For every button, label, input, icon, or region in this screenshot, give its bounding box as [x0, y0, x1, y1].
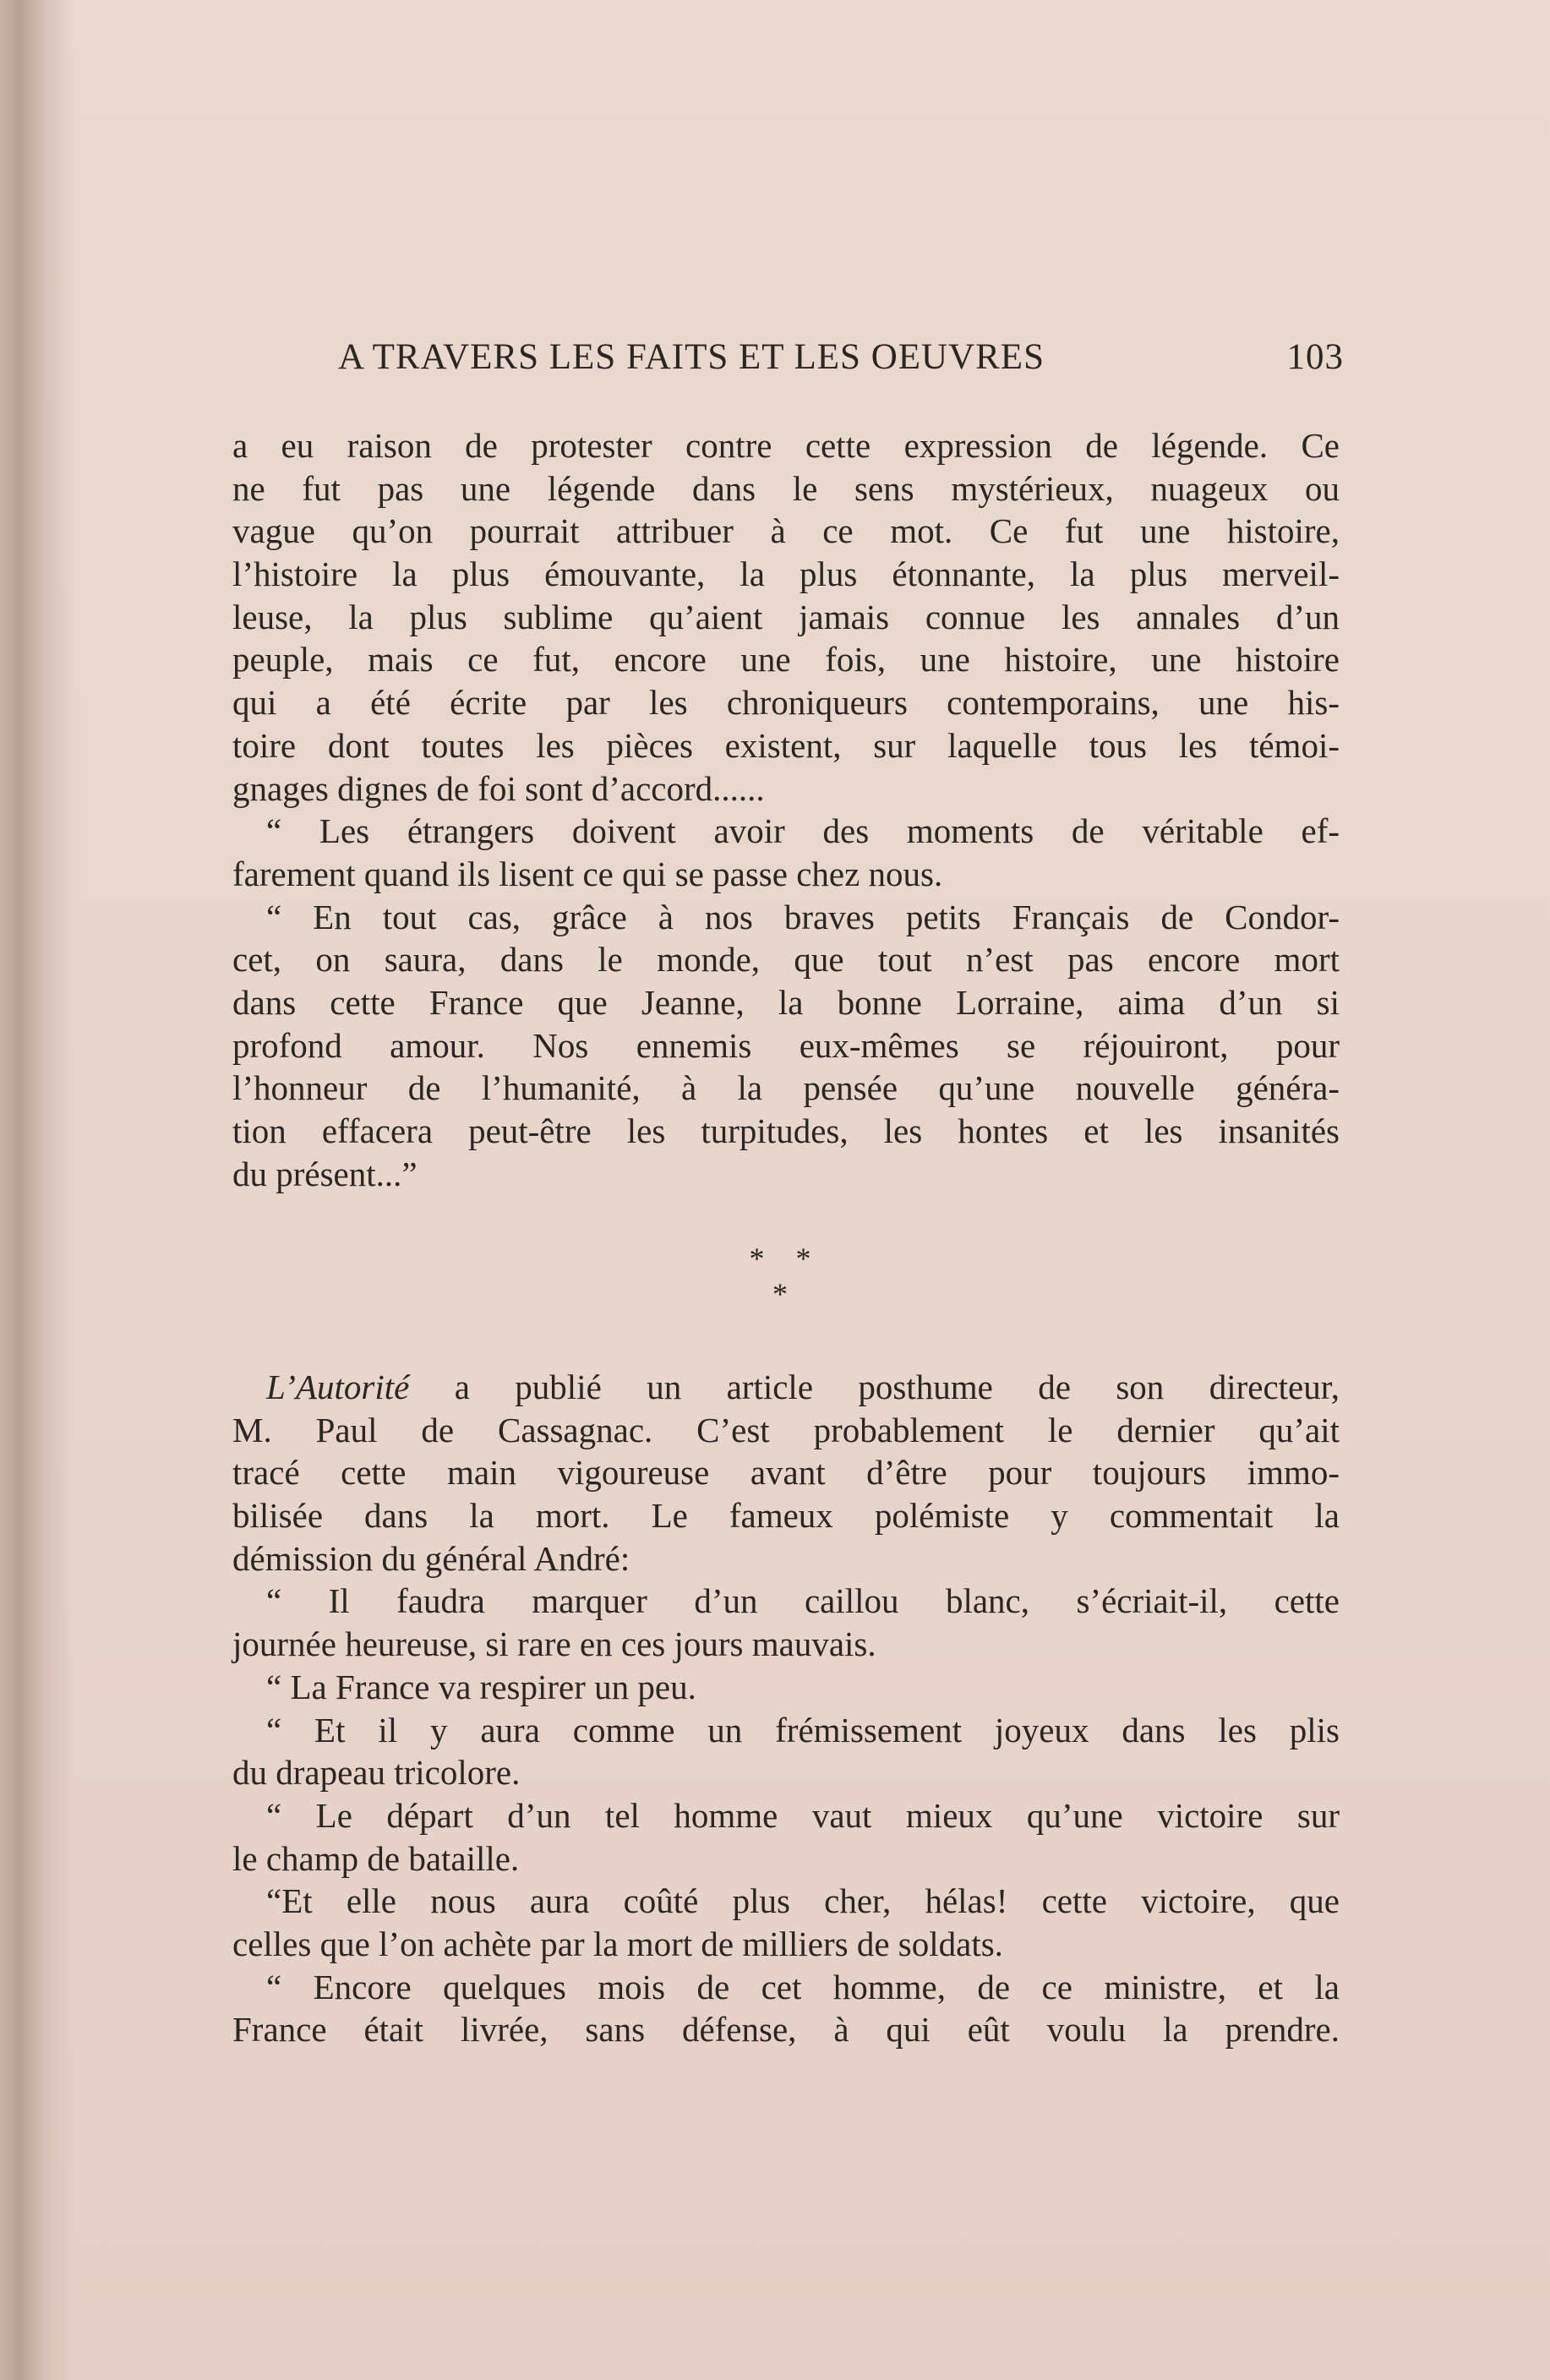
text-line: qui a été écrite par les chroniqueurs contemporains, une his-	[232, 683, 1340, 723]
text-line: cet, on saura, dans le monde, que tout n’est pas encore mort	[232, 940, 1340, 980]
text-line: tracé cette main vigoureuse avant d’être pour toujours immo-	[232, 1453, 1340, 1493]
text-line: vague qu’on pourrait attribuer à ce mot. Ce fut une histoire,	[232, 511, 1340, 551]
text-line: gnages dignes de foi sont d’accord......	[232, 768, 765, 808]
text-line: peuple, mais ce fut, encore une fois, une histoire, une histoire	[232, 640, 1340, 680]
text-line: farement quand ils lisent ce qui se passe chez nous.	[232, 854, 943, 893]
text-line: ne fut pas une légende dans le sens mystérieux, nuageux ou	[232, 468, 1340, 508]
text-line: le champ de bataille.	[232, 1838, 520, 1878]
text-line	[232, 1366, 1340, 1409]
running-title: A TRAVERS LES FAITS ET LES OEUVRES	[338, 337, 1045, 377]
text-line: profond amour. Nos ennemis eux-mêmes se réjouiront, pour	[232, 1025, 1340, 1065]
text-run: a publié un article posthume de son directeur,	[409, 1367, 1340, 1406]
text-line: “ En tout cas, grâce à nos braves petits Français de Condor-	[266, 897, 1340, 936]
text-line: du présent...”	[232, 1154, 418, 1193]
text-block-2	[232, 1366, 1340, 2051]
text-line: a eu raison de protester contre cette expression de légende. Ce	[232, 426, 1340, 465]
text-line: “ Le départ d’un tel homme vaut mieux qu’une victoire sur	[266, 1795, 1340, 1835]
text-line: France était livrée, sans défense, à qui eût voulu la prendre.	[232, 2010, 1340, 2050]
text-line: “ La France va respirer un peu.	[266, 1667, 696, 1706]
newspaper-title: L’Autorité	[266, 1367, 410, 1406]
binding-gutter	[0, 0, 76, 2380]
page-number: 103	[1286, 337, 1344, 377]
text-line: tion effacera peut-être les turpitudes, les hontes et les insanités	[232, 1111, 1340, 1150]
text-line: “ Les étrangers doivent avoir des moments de véritable ef-	[266, 811, 1340, 851]
text-line: toire dont toutes les pièces existent, sur laquelle tous les témoi-	[232, 725, 1340, 765]
text-line: “ Encore quelques mois de cet homme, de ce ministre, et la	[266, 1967, 1340, 2006]
text-line: M. Paul de Cassagnac. C’est probablement le dernier qu’ait	[232, 1410, 1340, 1449]
text-line: démission du général André:	[232, 1538, 630, 1578]
text-line: “ Il faudra marquer d’un caillou blanc, s’écriait-il, cette	[266, 1581, 1340, 1621]
section-separator: * * *	[749, 1242, 823, 1311]
text-line: celles que l’on achète par la mort de milliers de soldats.	[232, 1924, 1003, 1963]
page-header	[338, 336, 1344, 379]
text-line: dans cette France que Jeanne, la bonne Lorraine, aima d’un si	[232, 982, 1340, 1022]
text-line: du drapeau tricolore.	[232, 1753, 521, 1793]
text-line: “Et elle nous aura coûté plus cher, hélas! cette victoire, que	[266, 1881, 1340, 1921]
text-line: bilisée dans la mort. Le fameux polémiste y commentait la	[232, 1496, 1340, 1536]
text-line: leuse, la plus sublime qu’aient jamais connue les annales d’un	[232, 597, 1340, 636]
text-line: l’histoire la plus émouvante, la plus étonnante, la plus merveil-	[232, 554, 1340, 594]
text-line: l’honneur de l’humanité, à la pensée qu’une nouvelle généra-	[232, 1068, 1340, 1108]
text-line: journée heureuse, si rare en ces jours mauvais.	[232, 1624, 876, 1664]
text-line: “ Et il y aura comme un frémissement joyeux dans les plis	[266, 1710, 1340, 1750]
text-block-1	[232, 424, 1340, 1195]
